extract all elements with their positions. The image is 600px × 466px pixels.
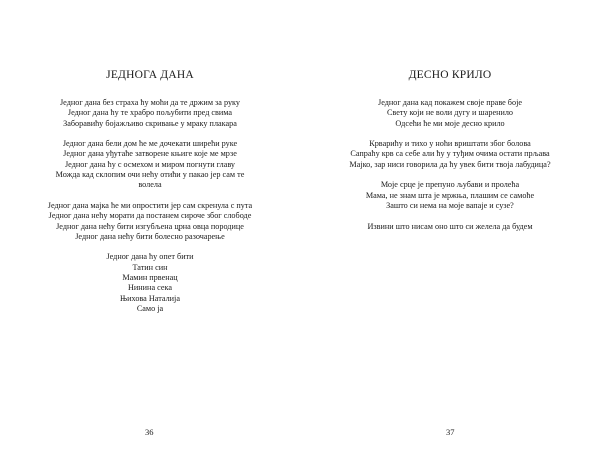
poem-body <box>300 98 600 242</box>
poem-line: Можда кад склопим очи нећу отићи у пакао јер сам те <box>55 170 245 180</box>
poem-line: волела <box>138 180 162 190</box>
poem-line: Татин син <box>132 262 168 272</box>
poem-line: Њихова Наталија <box>120 293 180 303</box>
poem-line: Једног дана ћу с осмехом и миром погнути главу <box>64 159 236 169</box>
poem-line: Једног дана кад покажем своје праве боје <box>378 98 522 107</box>
stanza <box>300 222 600 232</box>
poem-title: ДЕСНО КРИЛО <box>408 69 492 81</box>
stanza <box>0 201 300 242</box>
poem-line: Нинина сека <box>128 283 172 293</box>
page-number: 37 <box>446 427 455 437</box>
poem-line: Једног дана нећу бити болесно разочарење <box>75 231 225 241</box>
poem-line: Једног дана мајка ће ми опростити јер сам скренула с пута <box>47 200 253 210</box>
stanza <box>300 98 600 129</box>
poem-line: Једног дана нећу бити изгубљена црна овца породице <box>56 221 244 231</box>
stanza <box>300 180 600 211</box>
poem-title: ЈЕДНОГА ДАНА <box>106 69 194 81</box>
poem-line: Мама, не знам шта је мржња, плашим се самоће <box>365 190 535 200</box>
right-page <box>300 0 600 466</box>
poem-body <box>0 98 300 325</box>
poem-line: Извини што нисам оно што си желела да будем <box>367 221 533 231</box>
poem-line: Зашто си нема на моје вапаје и сузе? <box>386 200 514 210</box>
poem-line: Одсећи ће ми моје десно крило <box>395 118 505 128</box>
poem-line: Једног дана бели дом ће ме дочекати ширећи руке <box>62 139 238 149</box>
poem-line: Само ја <box>136 303 164 313</box>
poem-line: Заборавићу бојажљиво скривање у мраку плакара <box>63 118 237 128</box>
poem-line: Једног дана ћу те храбро пољубити пред свима <box>67 108 233 118</box>
stanza <box>0 98 300 129</box>
poem-line: Једног дана уђутаће затворене књиге које ме мрзе <box>63 149 237 159</box>
poem-line: Моје срце је препуно љубави и пролећа <box>380 180 520 190</box>
stanza <box>0 139 300 190</box>
poem-line: Крварићу и тихо у ноћи вриштати због болова <box>369 139 531 149</box>
poem-line: Једног дана ћу опет бити <box>106 252 194 262</box>
poem-line: Мамин првенац <box>122 273 178 283</box>
page-number: 36 <box>145 427 154 437</box>
poem-line: Мајко, зар ниси говорила да ћу увек бити твоја лабудица? <box>349 159 551 169</box>
stanza <box>0 252 300 314</box>
poem-line: Једног дана нећу морати да постанем сироче због слободе <box>48 211 252 221</box>
poem-line: Сапраћу крв са себе али ћу у туђим очима остати прљава <box>350 149 550 159</box>
poem-line: Свету који не воли дугу и шаренило <box>386 108 514 118</box>
stanza <box>300 139 600 170</box>
poem-line: Једног дана без страха ћу моћи да те држим за руку <box>59 98 240 107</box>
